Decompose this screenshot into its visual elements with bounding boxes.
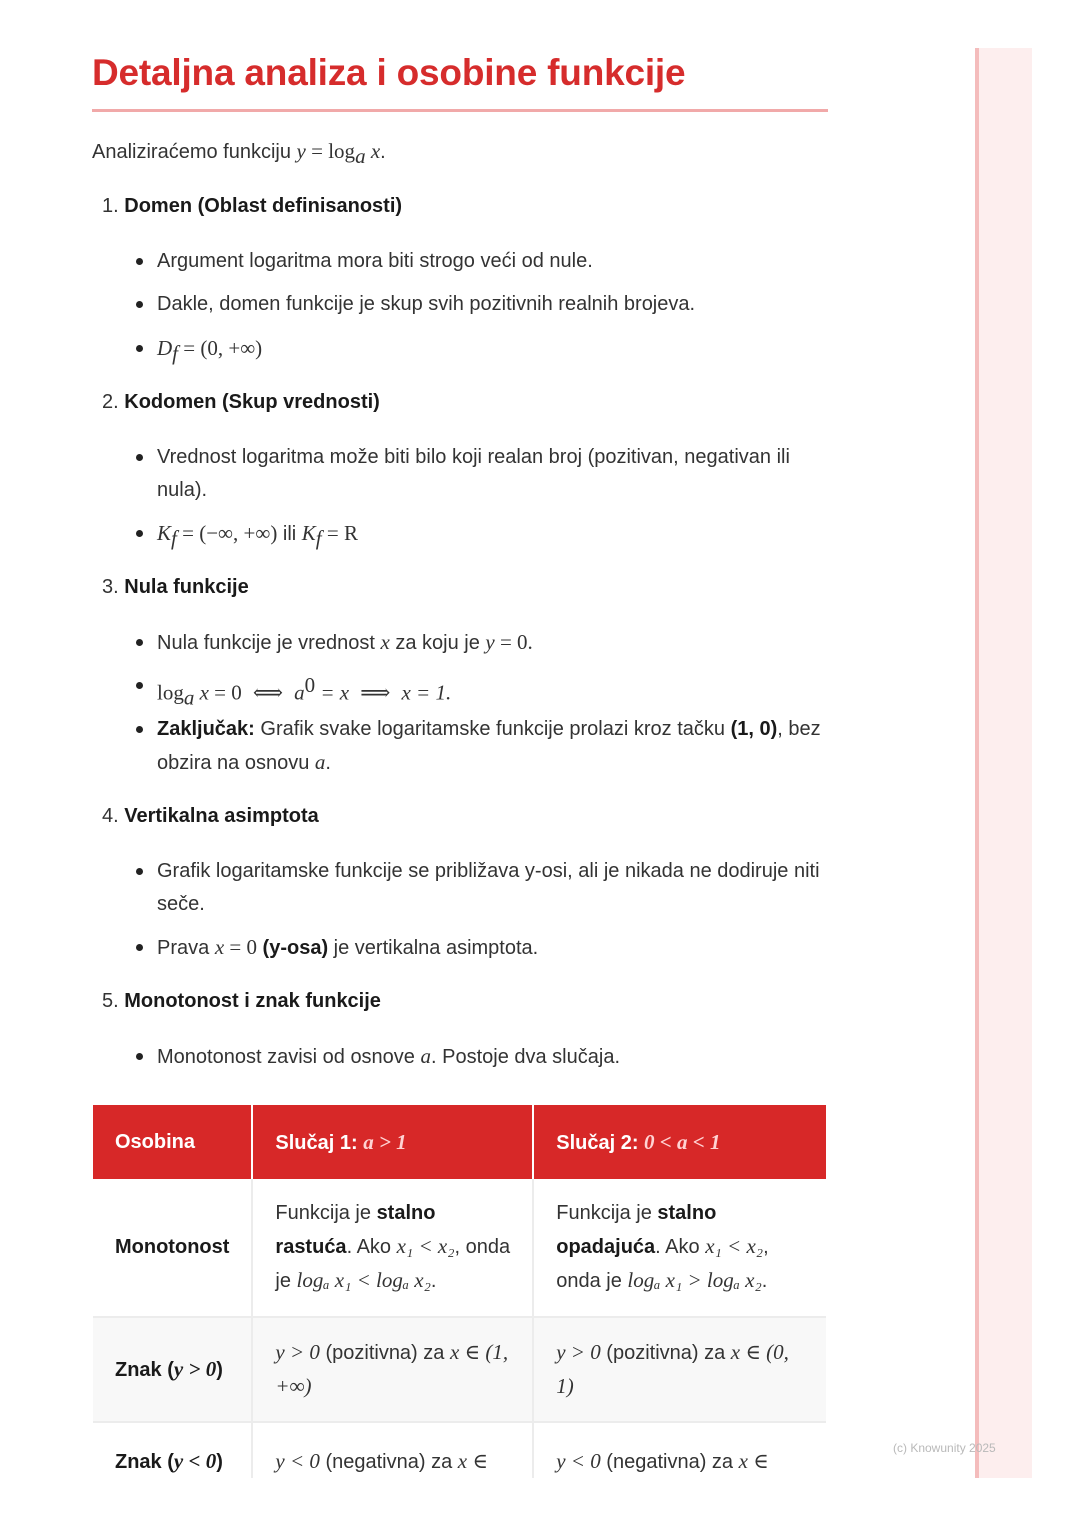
page-edge-line	[975, 48, 979, 1478]
list-item-zero-derivation: $\log_a x = 0$ ⟺ $a^0 = x$ ⟹ x = 1.	[157, 669, 829, 715]
table-cell: y < 0 (negativna) za x ∈	[533, 1422, 826, 1502]
row-label-znak-pozitivan: Znak (y > 0)	[93, 1317, 252, 1422]
implication-arrow-icon: ⟹	[360, 680, 391, 705]
table-cell: y > 0 (pozitivna) za x ∈ (1, +∞)	[252, 1317, 533, 1422]
table-header-case1: Slučaj 1: a > 1	[252, 1105, 533, 1179]
list-item: Nula funkcije je vrednost x za koju je y = 0.	[157, 626, 829, 660]
table-header-case2: Slučaj 2: 0 < a < 1	[533, 1105, 826, 1179]
row-label-monotonost: Monotonost	[93, 1179, 252, 1317]
table-row	[93, 1179, 826, 1317]
intro-paragraph: Analiziraćemo funkciju $y = \log_a x$.	[92, 139, 386, 168]
section-asimptota-heading: 4. Vertikalna asimptota	[102, 805, 319, 827]
table-header-row	[93, 1105, 826, 1179]
row-label-znak-negativan: Znak (y < 0)	[93, 1422, 252, 1502]
properties-table	[93, 1105, 826, 1503]
page-bottom-margin	[0, 1478, 975, 1538]
equivalence-arrow-icon: ⟺	[252, 680, 283, 705]
list-item-codomain-formula: $K_f$ = (−∞, +∞) ili $K_f = R$	[157, 517, 829, 555]
list-item: Vrednost logaritma može biti bilo koji realan broj (pozitivan, negativan ili nula).	[157, 441, 829, 507]
section-kodomen-heading: 2. Kodomen (Skup vrednosti)	[102, 391, 380, 413]
section-monotonost-heading: 5. Monotonost i znak funkcije	[102, 990, 381, 1012]
title-divider	[92, 109, 828, 112]
list-item-domain-formula: $D_f = (0$, +∞)	[157, 332, 829, 370]
table-cell: y > 0 (pozitivna) za x ∈ (0, 1)	[533, 1317, 826, 1422]
watermark: (c) Knowunity 2025	[893, 1441, 996, 1455]
page-title: Detaljna analiza i osobine funkcije	[92, 52, 686, 93]
list-item: Dakle, domen funkcije je skup svih pozitivnih realnih brojeva.	[157, 288, 829, 321]
list-item: Grafik logaritamske funkcije se približava y-osi, ali je nikada ne dodiruje niti seče.	[157, 855, 829, 921]
list-item: Argument logaritma mora biti strogo veći od nule.	[157, 245, 829, 278]
section-domen-heading: 1. Domen (Oblast definisanosti)	[102, 195, 403, 217]
list-item-conclusion: Zaključak: Grafik svake logaritamske funkcije prolazi kroz tačku (1, 0), bez obzira na osnovu a.	[157, 713, 829, 780]
table-row	[93, 1317, 826, 1422]
table-cell: Funkcija je stalno rastuća. Ako x₁ < x₂, onda je logₐ x₁ < logₐ x₂.	[252, 1179, 533, 1317]
list-item-asymptote: Prava x = 0 (y-osa) je vertikalna asimptota.	[157, 931, 829, 965]
section-nula-heading: 3. Nula funkcije	[102, 576, 249, 598]
table-cell: Funkcija je stalno opadajuća. Ako x₁ < x₂, onda je logₐ x₁ > logₐ x₂.	[533, 1179, 826, 1317]
page-edge-strip	[975, 48, 1032, 1478]
table-header-osobina: Osobina	[93, 1105, 252, 1179]
table-cell: y < 0 (negativna) za x ∈	[252, 1422, 533, 1502]
list-item: Monotonost zavisi od osnove a. Postoje dva slučaja.	[157, 1040, 829, 1074]
